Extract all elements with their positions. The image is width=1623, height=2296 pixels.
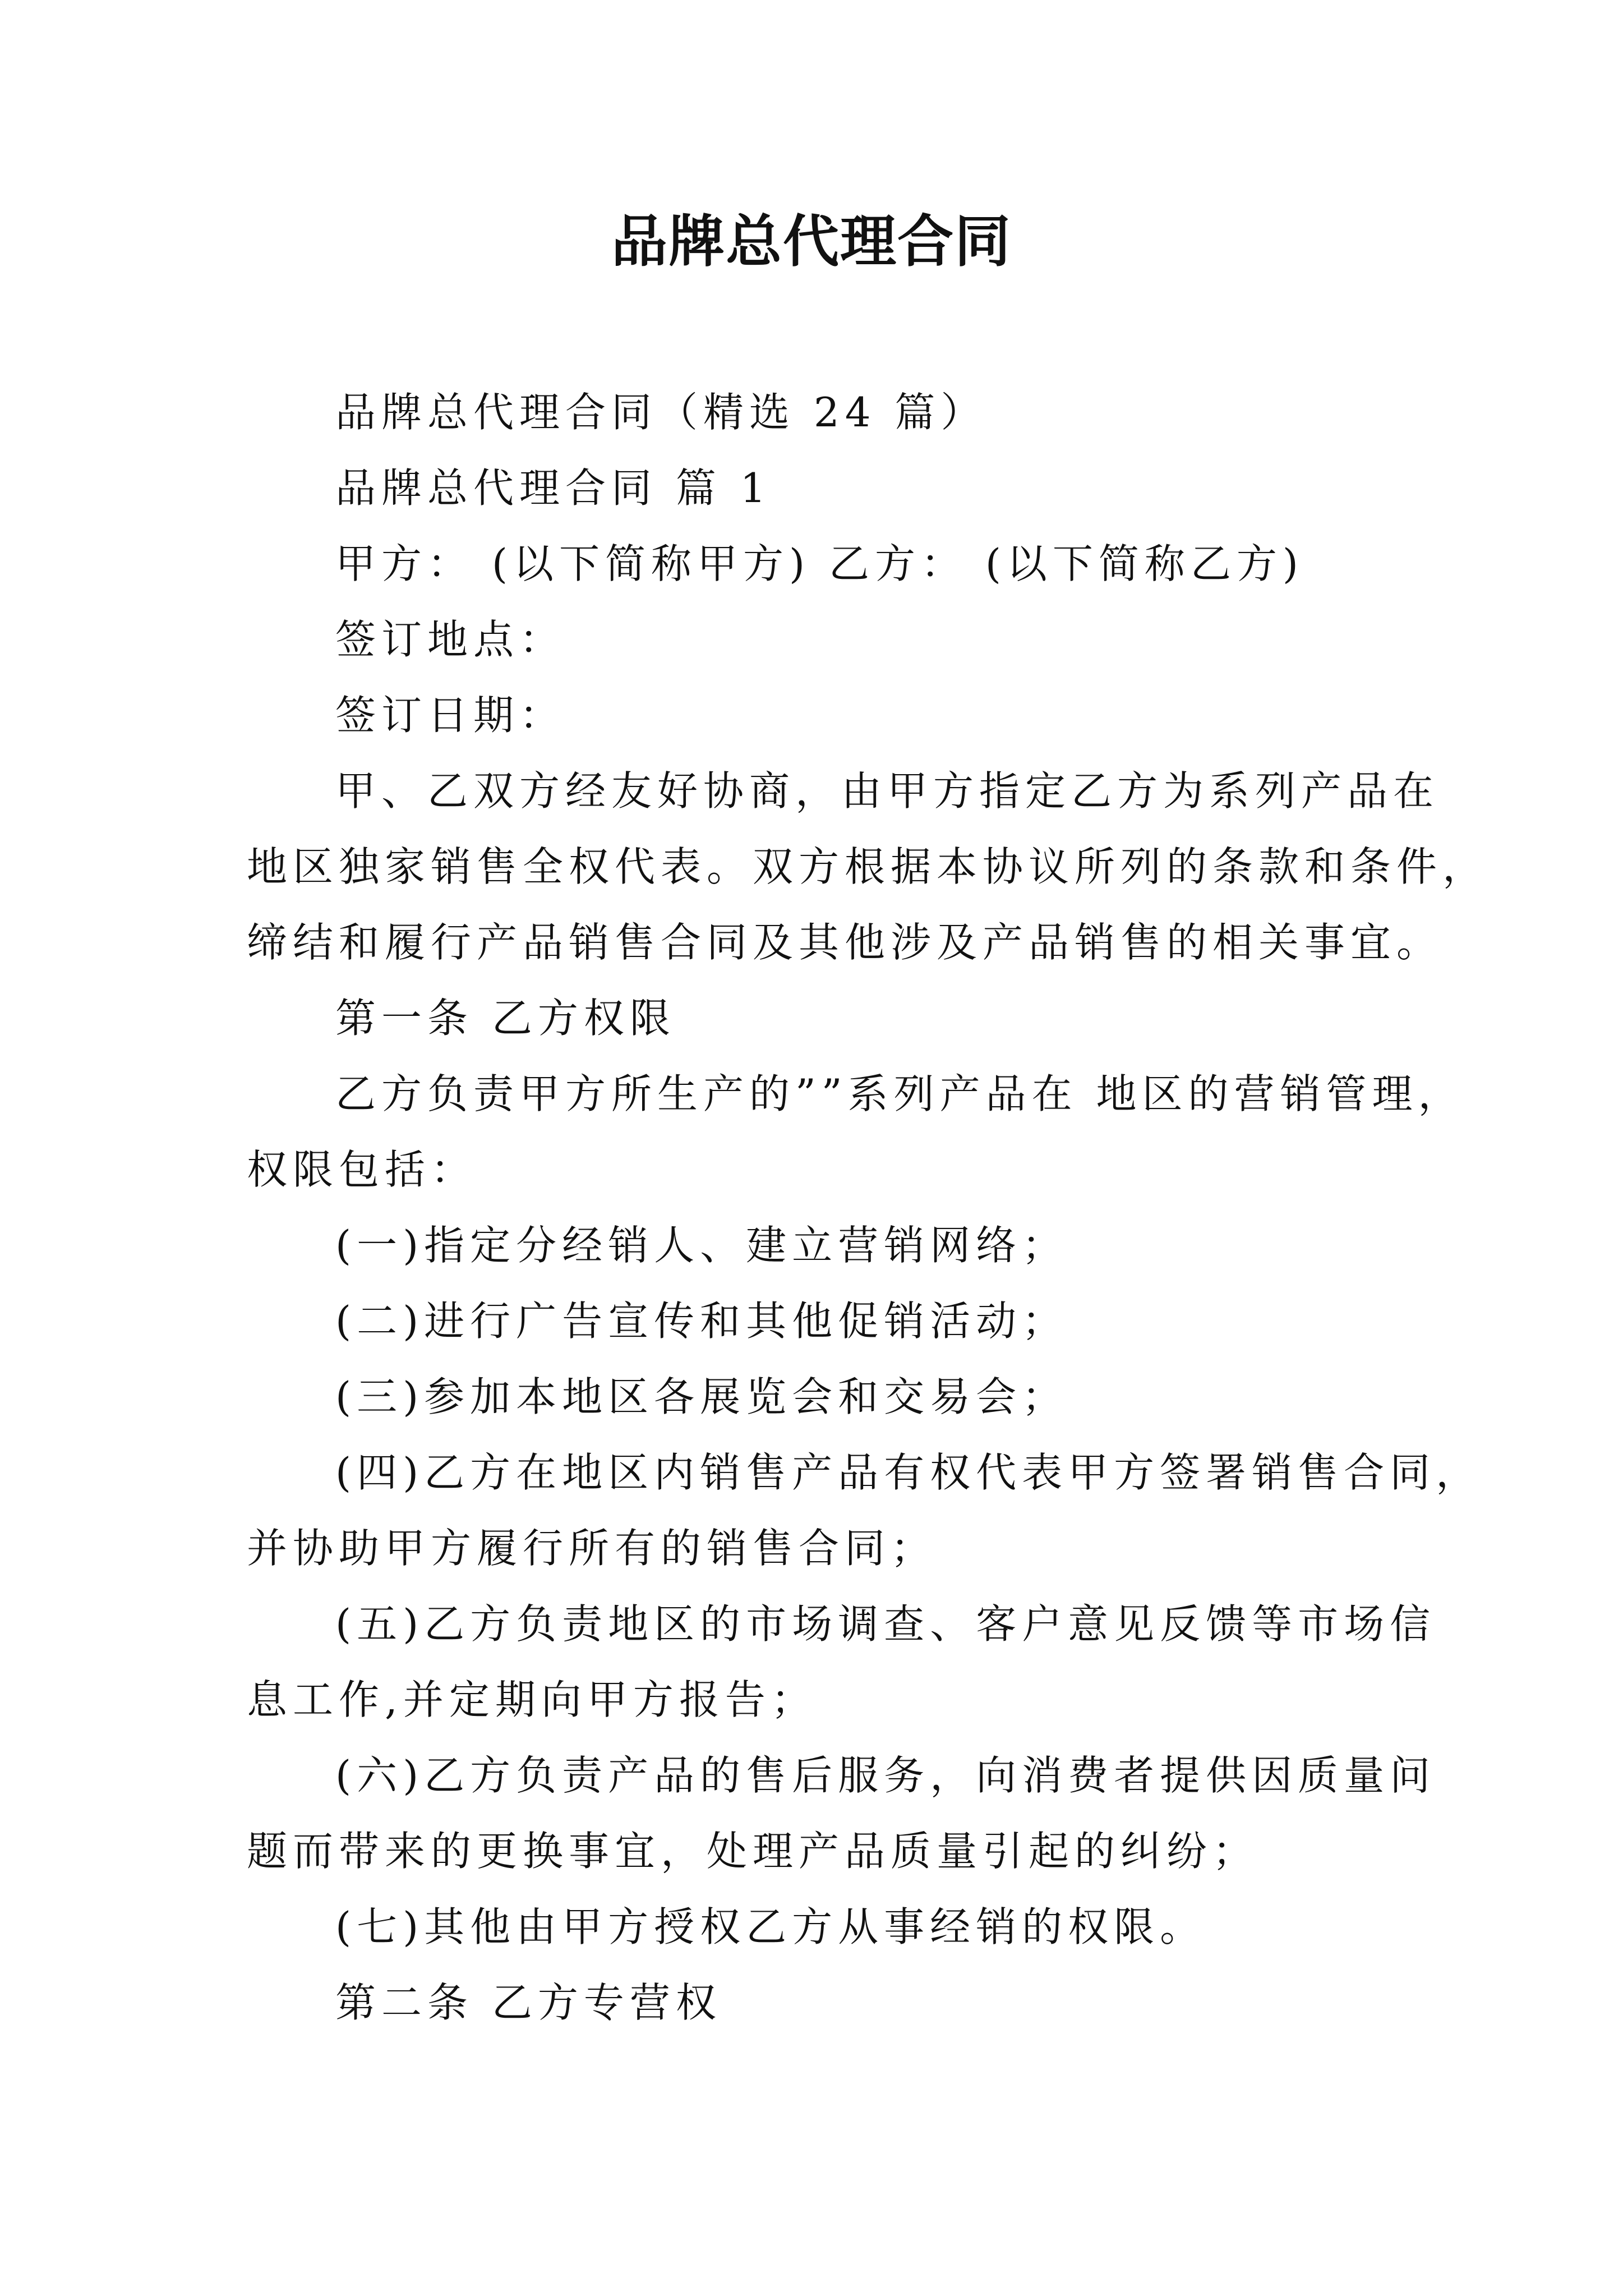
document-title: 品牌总代理合同 [611,208,1012,274]
list-item: (六)乙方负责产品的售后服务，向消费者提供因质量问 [335,1752,1436,1799]
section-heading: 品牌总代理合同 篇 1 [335,464,772,512]
article-heading: 第一条 乙方权限 [335,995,676,1042]
list-item: (三)参加本地区各展览会和交易会； [335,1373,1068,1420]
list-item: (二)进行广告宣传和其他促销活动； [335,1297,1068,1345]
paragraph-line: 缔结和履行产品销售合同及其他涉及产品销售的相关事宜。 [247,919,1443,966]
list-item: (七)其他由甲方授权乙方从事经销的权限。 [335,1903,1206,1950]
list-item-continued: 并协助甲方履行所有的销售合同； [247,1525,937,1572]
subtitle-line: 品牌总代理合同（精选 24 篇） [335,389,987,436]
paragraph-line: 地区独家销售全权代表。双方根据本协议所列的条款和条件， [247,843,1489,890]
parties-line: 甲方： (以下简称甲方) 乙方： (以下简称乙方) [335,540,1304,587]
article-heading: 第二条 乙方专营权 [335,1979,722,2026]
list-item-continued: 题而带来的更换事宜，处理产品质量引起的纠纷； [247,1828,1259,1875]
paragraph-line: 权限包括： [247,1146,477,1193]
list-item: (四)乙方在地区内销售产品有权代表甲方签署销售合同， [335,1449,1482,1496]
signing-place-line: 签订地点： [335,616,566,663]
list-item: (一)指定分经销人、建立营销网络； [335,1222,1068,1269]
paragraph-line: 乙方负责甲方所生产的””系列产品在 地区的营销管理， [335,1070,1464,1117]
list-item: (五)乙方负责地区的市场调查、客户意见反馈等市场信 [335,1600,1436,1648]
list-item-continued: 息工作,并定期向甲方报告； [247,1676,817,1723]
signing-date-line: 签订日期： [335,692,566,739]
paragraph-line: 甲、乙双方经友好协商，由甲方指定乙方为系列产品在 [335,767,1440,815]
